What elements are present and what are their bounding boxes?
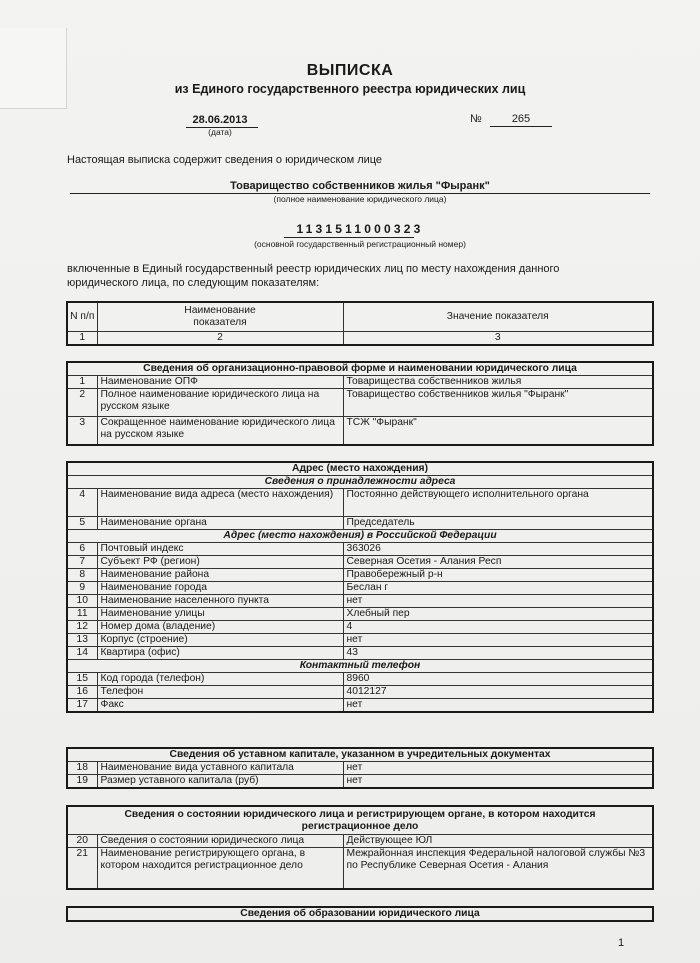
row-number: 5 xyxy=(67,517,97,530)
row-number: 3 xyxy=(67,417,97,445)
row-number: 20 xyxy=(67,834,97,847)
section-title: Сведения об уставном капитале, указанном в учредительных документах xyxy=(67,748,653,762)
row-number: 2 xyxy=(67,389,97,417)
header-col-number: N п/п xyxy=(67,302,97,331)
header-col-value: Значение показателя xyxy=(343,302,653,331)
table-row xyxy=(67,582,653,595)
row-value: нет xyxy=(343,762,653,775)
row-number: 18 xyxy=(67,762,97,775)
row-value: 4012127 xyxy=(343,686,653,699)
header-index-3: 3 xyxy=(343,331,653,345)
document-title: ВЫПИСКА xyxy=(306,62,394,79)
row-value: Межрайонная инспекция Федеральной налоговой службы №3 по Республике Северная Осетия - Алания xyxy=(343,847,653,889)
row-name: Наименование вида уставного капитала xyxy=(97,762,343,775)
row-number: 12 xyxy=(67,621,97,634)
row-value: нет xyxy=(343,699,653,713)
row-number: 16 xyxy=(67,686,97,699)
row-number: 21 xyxy=(67,847,97,889)
row-number: 13 xyxy=(67,634,97,647)
column-header-table xyxy=(66,301,654,346)
header-index-1: 1 xyxy=(67,331,97,345)
row-name: Сокращенное наименование юридического лица на русском языке xyxy=(97,417,343,445)
number-sign: № xyxy=(470,113,482,125)
header-index-2: 2 xyxy=(97,331,343,345)
row-name: Размер уставного капитала (руб) xyxy=(97,775,343,789)
row-name: Факс xyxy=(97,699,343,713)
row-number: 17 xyxy=(67,699,97,713)
row-value: ТСЖ "Фыранк" xyxy=(343,417,653,445)
table-row xyxy=(67,517,653,530)
table-row xyxy=(67,389,653,417)
date-caption: (дата) xyxy=(208,127,232,137)
row-value: Северная Осетия - Алания Респ xyxy=(343,556,653,569)
section-title: Сведения о состоянии юридического лица и регистрирующем органе, в котором находится регистрационное дело xyxy=(67,806,653,834)
row-value: Товарищество собственников жилья "Фыранк" xyxy=(343,389,653,417)
row-name: Наименование вида адреса (место нахождения) xyxy=(97,489,343,517)
row-value: Беслан г xyxy=(343,582,653,595)
section-capital-table xyxy=(66,747,654,789)
row-number: 6 xyxy=(67,543,97,556)
table-row xyxy=(67,634,653,647)
organization-caption: (полное наименование юридического лица) xyxy=(273,194,447,204)
ogrn-underline xyxy=(284,237,414,238)
table-row xyxy=(67,699,653,713)
table-row xyxy=(67,775,653,789)
table-row xyxy=(67,376,653,389)
table-row xyxy=(67,847,653,889)
row-name: Наименование ОПФ xyxy=(97,376,343,389)
row-value: Правобережный р-н xyxy=(343,569,653,582)
row-number: 10 xyxy=(67,595,97,608)
row-number: 8 xyxy=(67,569,97,582)
row-name: Почтовый индекс xyxy=(97,543,343,556)
table-row xyxy=(67,621,653,634)
issue-date: 28.06.2013 xyxy=(192,114,248,126)
row-number: 11 xyxy=(67,608,97,621)
row-value: Действующее ЮЛ xyxy=(343,834,653,847)
row-name: Сведения о состоянии юридического лица xyxy=(97,834,343,847)
table-row xyxy=(67,595,653,608)
row-name: Квартира (офис) xyxy=(97,647,343,660)
row-number: 9 xyxy=(67,582,97,595)
intro-text: Настоящая выписка содержит сведения о юридическом лице xyxy=(67,154,383,166)
section-status-table xyxy=(66,805,654,890)
row-number: 4 xyxy=(67,489,97,517)
ogrn-number: 1131511000323 xyxy=(296,222,424,236)
extract-number: 265 xyxy=(511,113,531,125)
table-row xyxy=(67,834,653,847)
row-name: Наименование органа xyxy=(97,517,343,530)
section-legal-form-table xyxy=(66,361,654,446)
row-value: Хлебный пер xyxy=(343,608,653,621)
row-number: 14 xyxy=(67,647,97,660)
table-row xyxy=(67,543,653,556)
page-number: 1 xyxy=(618,937,625,949)
section-address-table xyxy=(66,461,654,713)
row-value: нет xyxy=(343,775,653,789)
section-formation-table xyxy=(66,906,654,922)
organization-name: Товарищество собственников жилья "Фыранк" xyxy=(230,180,490,192)
row-name: Наименование регистрирующего органа, в котором находится регистрационное дело xyxy=(97,847,343,889)
row-value: нет xyxy=(343,595,653,608)
table-row xyxy=(67,569,653,582)
section-title: Сведения об образовании юридического лица xyxy=(67,907,653,921)
row-name: Субъект РФ (регион) xyxy=(97,556,343,569)
table-row xyxy=(67,647,653,660)
section-title: Адрес (место нахождения) xyxy=(67,462,653,476)
table-row xyxy=(67,556,653,569)
row-name: Номер дома (владение) xyxy=(97,621,343,634)
header-col-name: Наименование показателя xyxy=(97,302,343,331)
table-row xyxy=(67,489,653,517)
row-value: 43 xyxy=(343,647,653,660)
table-row xyxy=(67,608,653,621)
table-row xyxy=(67,417,653,445)
row-name: Наименование населенного пункта xyxy=(97,595,343,608)
row-name: Корпус (строение) xyxy=(97,634,343,647)
included-text: включенные в Единый государственный реестр юридических лиц по месту нахождения данного юридического лица, по следующим показателям: xyxy=(67,263,560,289)
table-row xyxy=(67,673,653,686)
ogrn-caption: (основной государственный регистрационный номер) xyxy=(254,239,466,249)
row-value: 8960 xyxy=(343,673,653,686)
row-value: 4 xyxy=(343,621,653,634)
row-number: 1 xyxy=(67,376,97,389)
table-row xyxy=(67,762,653,775)
row-number: 7 xyxy=(67,556,97,569)
subsection-title: Контактный телефон xyxy=(67,660,653,673)
row-value: нет xyxy=(343,634,653,647)
row-value: Председатель xyxy=(343,517,653,530)
table-row xyxy=(67,686,653,699)
row-name: Телефон xyxy=(97,686,343,699)
row-name: Код города (телефон) xyxy=(97,673,343,686)
row-value: 363026 xyxy=(343,543,653,556)
number-underline xyxy=(490,126,552,127)
row-name: Полное наименование юридического лица на русском языке xyxy=(97,389,343,417)
row-name: Наименование улицы xyxy=(97,608,343,621)
section-title: Сведения об организационно-правовой форме и наименовании юридического лица xyxy=(67,362,653,376)
row-number: 15 xyxy=(67,673,97,686)
row-value: Постоянно действующего исполнительного органа xyxy=(343,489,653,517)
row-name: Наименование района xyxy=(97,569,343,582)
row-number: 19 xyxy=(67,775,97,789)
row-name: Наименование города xyxy=(97,582,343,595)
row-value: Товарищества собственников жилья xyxy=(343,376,653,389)
subsection-title: Адрес (место нахождения) в Российской Федерации xyxy=(67,530,653,543)
subsection-title: Сведения о принадлежности адреса xyxy=(67,476,653,489)
document-subtitle: из Единого государственного реестра юридических лиц xyxy=(174,82,526,96)
